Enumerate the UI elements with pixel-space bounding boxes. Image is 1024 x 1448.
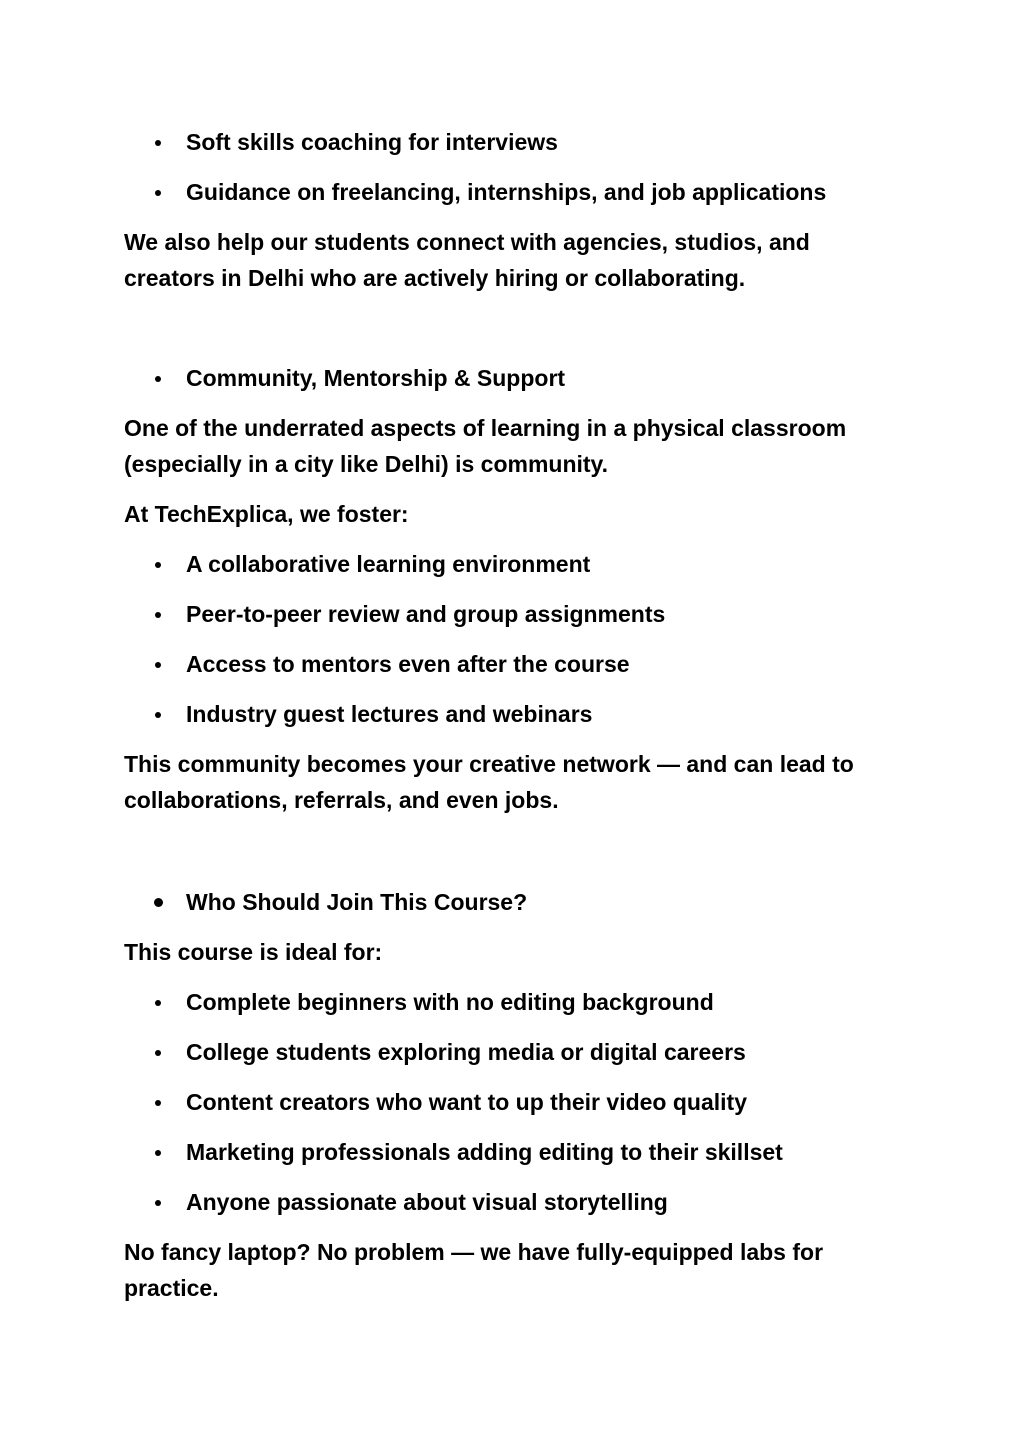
section-heading-text: Who Should Join This Course? [186, 889, 528, 915]
list-item-text: Content creators who want to up their video quality [186, 1089, 747, 1115]
paragraph-audience-closing [124, 1234, 904, 1306]
list-item-text: Peer-to-peer review and group assignments [186, 601, 666, 627]
section-heading-text: Community, Mentorship & Support [186, 365, 566, 391]
list-item-text: Guidance on freelancing, internships, and job applications [186, 179, 827, 205]
paragraph-ideal-lead [124, 934, 904, 970]
list-item [124, 176, 924, 208]
paragraph-foster-lead [124, 496, 904, 532]
list-item [124, 548, 924, 580]
paragraph-line: This course is ideal for: [124, 939, 383, 965]
bullet-icon [155, 1150, 161, 1156]
list-item [124, 126, 924, 158]
bullet-icon [155, 1000, 161, 1006]
paragraph-line: practice. [124, 1275, 219, 1301]
list-item-text: Soft skills coaching for interviews [186, 129, 558, 155]
paragraph-line: (especially in a city like Delhi) is community. [124, 451, 609, 477]
list-item [124, 698, 924, 730]
paragraph-line: One of the underrated aspects of learning in a physical classroom [124, 415, 847, 441]
list-item [124, 1086, 924, 1118]
list-item-text: A collaborative learning environment [186, 551, 591, 577]
paragraph-line: No fancy laptop? No problem — we have fully-equipped labs for [124, 1239, 824, 1265]
paragraph-agencies [124, 224, 904, 296]
paragraph-line: This community becomes your creative network — and can lead to [124, 751, 854, 777]
bullet-icon [155, 662, 161, 668]
list-item [124, 1136, 924, 1168]
bullet-icon [155, 1200, 161, 1206]
paragraph-line: At TechExplica, we foster: [124, 501, 409, 527]
list-item [124, 648, 924, 680]
section-heading-community [124, 362, 924, 394]
bullet-icon [155, 1050, 161, 1056]
list-item-text: Industry guest lectures and webinars [186, 701, 593, 727]
bullet-icon [155, 1100, 161, 1106]
paragraph-community-closing [124, 746, 904, 818]
list-item [124, 986, 924, 1018]
list-item [124, 598, 924, 630]
list-item-text: Anyone passionate about visual storytelling [186, 1189, 668, 1215]
list-item-text: College students exploring media or digital careers [186, 1039, 746, 1065]
paragraph-line: We also help our students connect with agencies, studios, and [124, 229, 810, 255]
bullet-icon [155, 562, 161, 568]
bullet-icon [155, 140, 161, 146]
list-item-text: Complete beginners with no editing background [186, 989, 714, 1015]
paragraph-line: collaborations, referrals, and even jobs. [124, 787, 559, 813]
list-item [124, 1036, 924, 1068]
paragraph-community-intro [124, 410, 904, 482]
bullet-icon [155, 712, 161, 718]
bullet-icon [155, 190, 161, 196]
list-item-text: Access to mentors even after the course [186, 651, 630, 677]
bullet-icon [154, 898, 163, 907]
paragraph-line: creators in Delhi who are actively hiring or collaborating. [124, 265, 746, 291]
section-heading-audience [124, 886, 924, 918]
list-item-text: Marketing professionals adding editing to their skillset [186, 1139, 783, 1165]
bullet-icon [155, 376, 161, 382]
bullet-icon [155, 612, 161, 618]
list-item [124, 1186, 924, 1218]
